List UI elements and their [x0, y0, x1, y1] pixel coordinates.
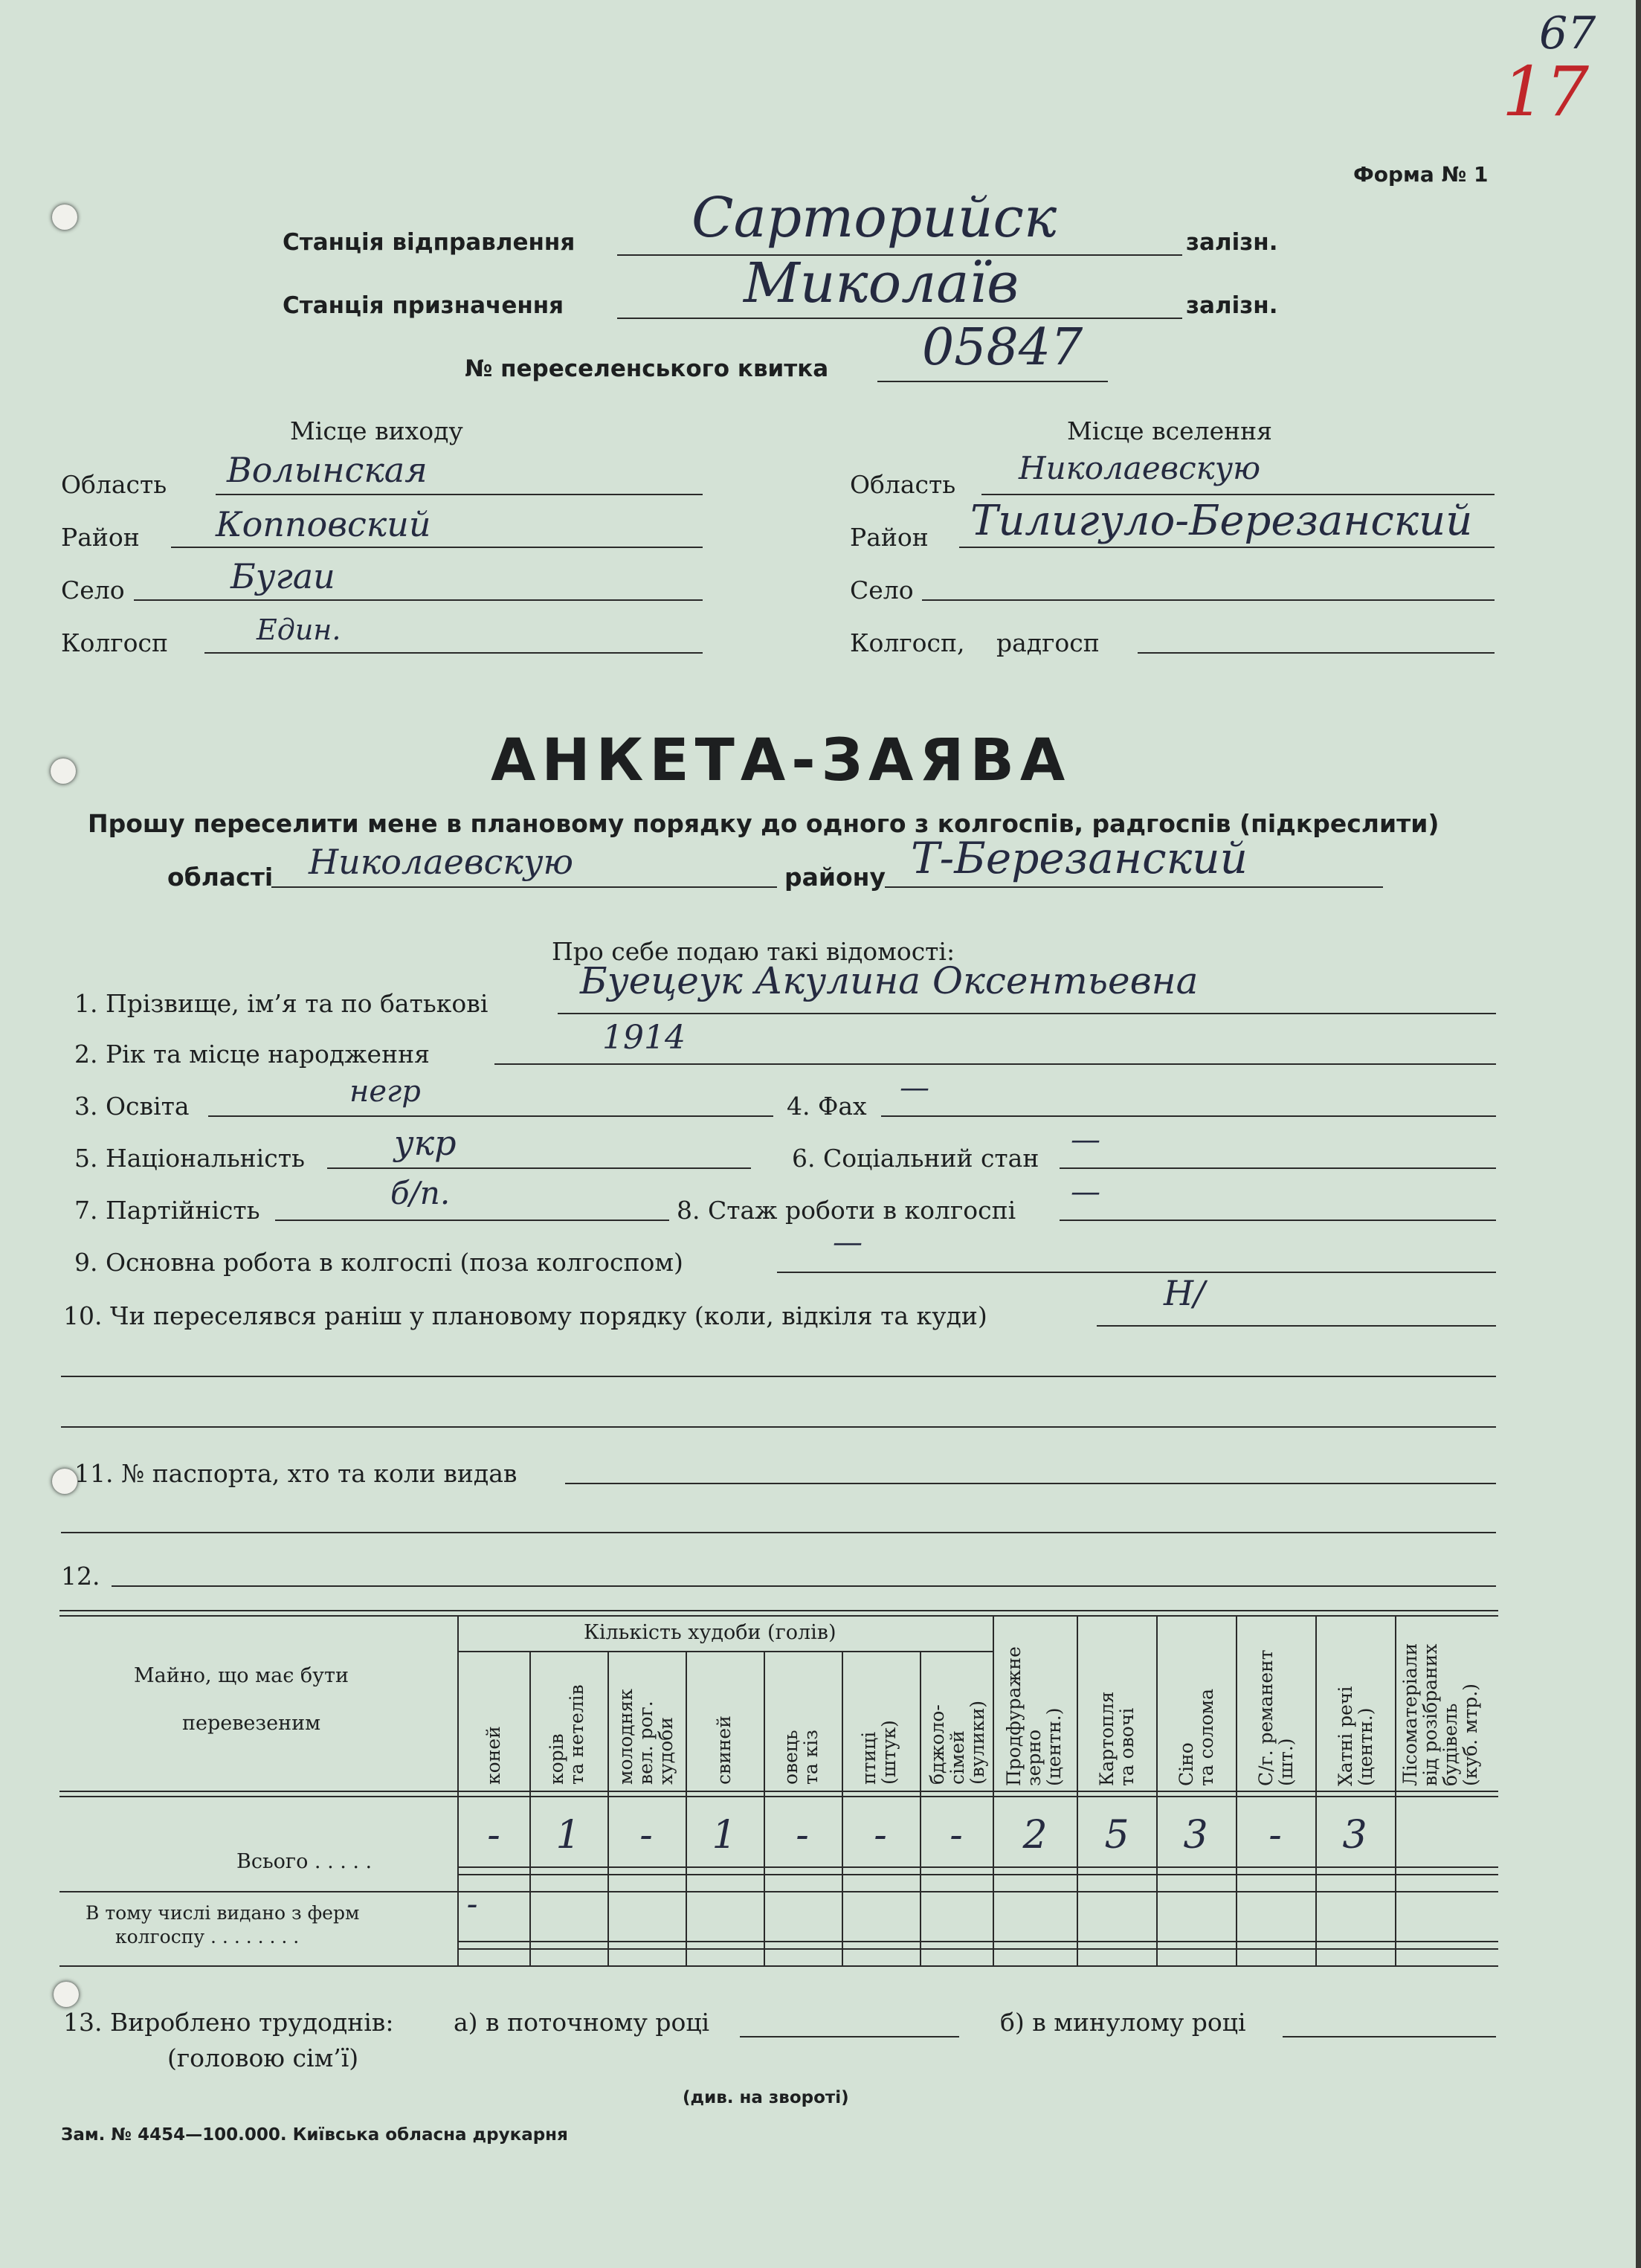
dest-oblast-value: Николаевскую: [1019, 450, 1261, 486]
total-value-sheep-goats: -: [796, 1813, 809, 1858]
origin-raion-label: Район: [61, 523, 140, 552]
origin-kolhosp-value: Един.: [257, 613, 341, 646]
field-10-label: 10. Чи переселявся раніш у плановому порядку (коли, відкіля та куди): [63, 1301, 987, 1330]
col-poultry: птиці (штук): [858, 1720, 900, 1785]
request-raion-label: району: [784, 863, 886, 892]
field-11-label: 11. № паспорта, хто та коли видав: [74, 1459, 518, 1488]
field-2-value: 1914: [602, 1019, 686, 1057]
livestock-header: Кількість худоби (голів): [584, 1621, 836, 1644]
total-value-grain: 2: [1022, 1813, 1048, 1858]
binder-hole-1: [52, 204, 77, 230]
farm-label-2: колгоспу . . . . . . . .: [115, 1926, 300, 1948]
col-equipment: С/г. реманент (шт.): [1255, 1649, 1297, 1786]
field-4-label: 4. Фах: [787, 1092, 867, 1121]
dest-selo-label: Село: [850, 576, 914, 605]
binder-hole-3: [52, 1469, 77, 1494]
origin-heading: Місце виходу: [290, 416, 463, 445]
field-5-label: 5. Національність: [74, 1144, 305, 1173]
field-8-label: 8. Стаж роботи в колгоспі: [677, 1196, 1016, 1225]
workdays-current-label: а) в поточному році: [454, 2008, 710, 2037]
total-value-pigs: 1: [712, 1813, 737, 1858]
col-timber: Лісоматеріали від розібраних будівель (куб. мтр.): [1399, 1643, 1481, 1786]
origin-raion-value: Копповский: [216, 504, 431, 544]
field-6-label: 6. Соціальний стан: [792, 1144, 1039, 1173]
field-4-value: —: [900, 1071, 929, 1105]
archive-number-red: 17: [1502, 52, 1590, 132]
origin-selo-label: Село: [61, 576, 125, 605]
field-10-value: Н/: [1164, 1273, 1205, 1313]
workdays-label-1: 13. Вироблено трудоднів:: [63, 2008, 394, 2037]
workdays-past-label: б) в минулому році: [1000, 2008, 1246, 2037]
field-7-label: 7. Партійність: [74, 1196, 260, 1225]
total-value-cows: 1: [555, 1813, 581, 1858]
field-9-value: —: [833, 1225, 863, 1260]
field-8-value: —: [1071, 1175, 1100, 1209]
field-2-label: 2. Рік та місце народження: [74, 1040, 430, 1069]
total-value-potatoes: 5: [1104, 1813, 1129, 1858]
request-text: Прошу переселити мене в плановому порядку до одного з колгоспів, радгоспів (підкреслити): [88, 809, 1439, 838]
col-pigs: свиней: [713, 1716, 735, 1785]
departure-label: Станція відправлення: [283, 229, 576, 256]
field-7-value: б/п.: [390, 1175, 451, 1211]
col-sheep-goats: овець та кіз: [780, 1730, 822, 1785]
dest-kolhosp-label: Колгосп,: [850, 628, 965, 657]
field-3-label: 3. Освіта: [74, 1092, 190, 1121]
info-intro: Про себе подаю такі відомості:: [552, 937, 955, 966]
col-hay: Сіно та солома: [1176, 1688, 1217, 1786]
departure-value: Сарторийск: [691, 186, 1057, 250]
origin-oblast-label: Область: [61, 470, 167, 499]
origin-oblast-value: Волынская: [227, 450, 428, 490]
farm-label-1: В тому числі видано з ферм: [86, 1902, 360, 1924]
see-back-note: (див. на звороті): [683, 2088, 849, 2107]
printer-note: Зам. № 4454—100.000. Київська обласна друкарня: [61, 2125, 568, 2145]
farm-value-horses: -: [466, 1885, 478, 1923]
railway-label-2: залізн.: [1186, 292, 1278, 319]
field-1-label: 1. Прізвище, ім’я та по батькові: [74, 989, 489, 1018]
binder-hole-2: [51, 758, 76, 784]
col-potatoes: Картопля та овочі: [1096, 1691, 1138, 1786]
destination-value: Миколаїв: [744, 251, 1019, 315]
destination-label: Станція призначення: [283, 292, 564, 319]
property-header-1: Майно, що має бути: [134, 1664, 349, 1687]
total-label: Всього . . . . .: [236, 1850, 373, 1873]
col-beehives: бджоло- сімей (вулики): [926, 1700, 988, 1785]
total-value-horses: -: [487, 1813, 500, 1858]
field-5-value: укр: [394, 1123, 457, 1163]
railway-label-1: залізн.: [1186, 229, 1278, 256]
col-young-cattle: молодняк вел. рог. худоби: [615, 1689, 677, 1785]
origin-kolhosp-label: Колгосп: [61, 628, 169, 657]
archive-number: 67: [1539, 7, 1596, 59]
field-6-value: —: [1071, 1123, 1100, 1157]
total-value-beehives: -: [950, 1813, 963, 1858]
total-value-young-cattle: -: [639, 1813, 653, 1858]
col-cows: корів та нетелів: [546, 1684, 587, 1785]
dest-raion-label: Район: [850, 523, 929, 552]
property-header-2: перевезеним: [182, 1712, 321, 1735]
form-number: Форма № 1: [1353, 162, 1489, 187]
form-title: АНКЕТА-ЗАЯВА: [491, 727, 1071, 794]
dest-raion-value: Тилигуло-Березанский: [970, 497, 1473, 545]
col-grain: Продфуражне зерно (центн.): [1003, 1646, 1065, 1786]
destination-heading: Місце вселення: [1067, 416, 1272, 445]
field-1-value: Буецеук Акулина Оксентьевна: [580, 959, 1199, 1002]
total-value-poultry: -: [874, 1813, 887, 1858]
request-oblast-label: області: [167, 863, 274, 892]
binder-hole-4: [54, 1982, 79, 2007]
request-oblast-value: Николаевскую: [309, 842, 574, 882]
col-horses: коней: [483, 1726, 504, 1785]
request-raion-value: Т-Березанский: [911, 833, 1248, 883]
dest-oblast-label: Область: [850, 470, 956, 499]
field-12-label: 12.: [61, 1562, 100, 1591]
total-value-equipment: -: [1268, 1813, 1282, 1858]
dest-radhosp-label: радгосп: [996, 628, 1100, 657]
ticket-label: № переселенського квитка: [465, 355, 829, 382]
origin-selo-value: Бугаи: [230, 556, 335, 596]
field-3-value: негр: [349, 1075, 421, 1109]
col-household: Хатні речі (центн.): [1335, 1686, 1376, 1786]
workdays-label-2: (головою сім’ї): [167, 2043, 359, 2072]
field-9-label: 9. Основна робота в колгоспі (поза колгоспом): [74, 1248, 683, 1277]
total-value-hay: 3: [1183, 1813, 1208, 1858]
total-value-household: 3: [1342, 1813, 1367, 1858]
ticket-value: 05847: [922, 318, 1083, 377]
